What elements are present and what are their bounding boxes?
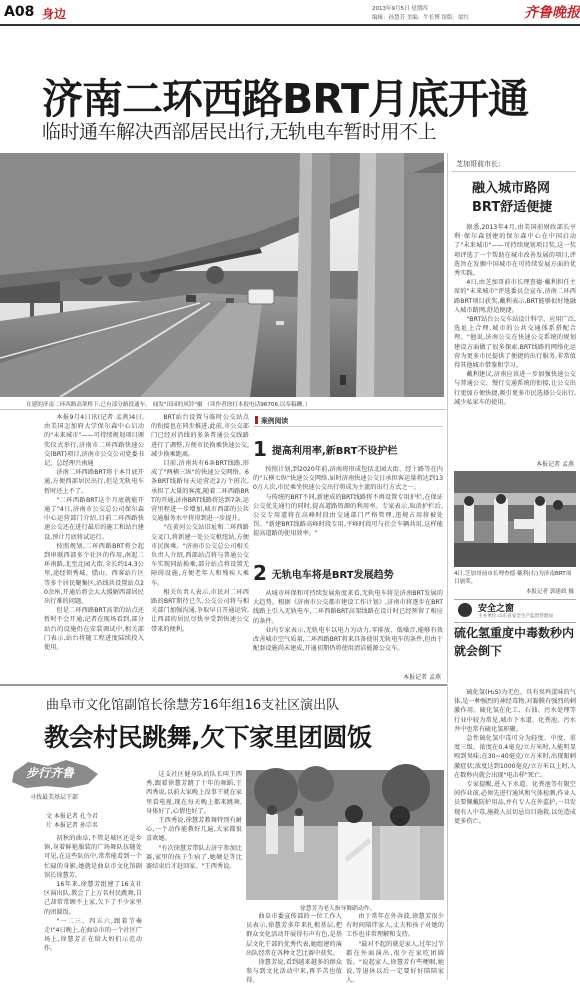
article2-para-2: 急性硫化氢中毒可分为轻度、中度、重度三级。浓度在0.4毫克/立方米时,人能明显嗅到臭味;在30~40毫克/立方米时,出现眼刺激症状;浓度达到1000毫克/立方米以上时,人在数秒内就会出现"电击样"死亡。 — [454, 735, 576, 779]
main-para-1: 本报9月4日讯(记者 孟燕)4日,由美国怎加府大学保尔森中心启动的"未来城市"——可持续规划项目颁奖仪式举行,济南市二环西路快速公交(BRT)项目,济南市公交公司党委书记、总经理兴南通 — [44, 414, 144, 468]
sidebar-body — [454, 223, 576, 457]
dance-photo — [246, 770, 444, 900]
case-box-label-text: 案例阅读 — [261, 417, 289, 425]
story-col2-para-3: "有次徐慧芳带队去济宁参加比赛,家里的孩子生病了,她硬是等比赛结束后才赶回家。"王西秀说。 — [146, 844, 242, 871]
sidebar-kicker: 芝加哥前市长: — [456, 160, 501, 168]
case-point-1-para-2: 与传统的BRT不同,新建成的BRT线路将不再设置专用护栏,在保证公交优先通行的同时,提高道路资源的利用率。专家表示,取消护栏后,公交专用道将在高峰时段由交通部门严格管理,违规占用将被处罚。"新建BRT线路高峰时段专用,平峰时段可与社会车辆共用,这样能提高道路的使用效率。" — [253, 493, 443, 538]
story-col4-para-2: "最对不起的就是家人,过年过节都在外面演出,很少在家吃团圆饭。"说起家人,徐慧芳有些哽咽,她说,等退休以后一定要好好陪陪家人。 — [346, 940, 444, 985]
main-para-3: "二环西路BRT这个月底就能开通了"4日,济南市公交总公司保尔森中心运营部门介绍,目前二环西路快速公交还在进行最后的施工和站台建设,预计月底将试运行。 — [44, 496, 144, 541]
article2-body — [454, 688, 576, 974]
story-kicker: 曲阜市文化馆副馆长徐慧芳16年组16支社区演出队 — [46, 698, 340, 713]
section-name: 身边 — [42, 7, 67, 21]
main-para-2: 济南二环西路BRT将于本月底开通,方便西部居民出行,但是无轨电车暂时还上不了。 — [44, 469, 144, 495]
bridge-photo-image — [0, 153, 444, 397]
case-box-rule — [253, 426, 443, 427]
story-col-2 — [146, 770, 242, 976]
story-col1-para-3: "一二三、四五六,跟着节奏走!"4日晚上,在曲阜市的一个社区广场上,徐慧芳正在给大妈们示范动作。 — [44, 917, 142, 953]
case-point-2-body — [253, 589, 443, 672]
paper-logo: 齐鲁晚报 — [524, 5, 580, 21]
safety-title: 安全之窗 — [478, 604, 515, 614]
story-title: 教会村民跳舞,欠下家里团圆饭 — [44, 723, 372, 752]
lower-sidebar-divider — [447, 684, 448, 980]
safety-window — [454, 599, 576, 623]
sidebar-para-3: "BRT站台公交车站设计科学、应用广泛,选址上合理,城市的公共交通体系搭配合理。"他说,济南公交在快速公交系统的规划建设方面做了很多探索,BRT线路的网络化运营为更多市民提供了便捷的出行服务,非常值得其他城市借鉴和学习。 — [454, 316, 576, 370]
divider-below-photo — [0, 409, 446, 410]
story-col4-para-1: 由于常年在外奔波,徐慧芳很少有时间陪伴家人,丈夫和孩子对她的工作也非常理解和支持。 — [346, 913, 444, 939]
case-point-1 — [253, 437, 397, 461]
safety-logo-icon — [458, 603, 472, 617]
story-col1-para-2: 16年来,徐慧芳组建了16支社区演出队,教会了上万名村民跳舞,自己却常常顾不上家,欠下了不少家里的团圆饭。 — [44, 881, 142, 916]
case-point-2 — [253, 561, 394, 585]
sidebar-title: 融入城市路网BRT舒适便捷 — [472, 181, 553, 215]
sidebar-para-2: 4日,由芝加哥前市长理查德·戴利担任主席的"未来城市"评选委员会宣布,济南二环西路BRT项目获奖,戴利表示,BRT能够很好地融入城市路网,舒适便捷。 — [454, 279, 576, 314]
article2-para-3: 专家提醒,进入下水道、化粪池等有限空间作业前,必须先进行通风和气体检测,作业人员要佩戴防护用品,并有专人在外监护,一旦发现有人中毒,施救人员切忌盲目施救,以免造成更多伤亡。 — [454, 781, 576, 825]
case-point-2-para-1: 从城市环保和可持续发展角度来看,无轨电车将是济南BRT发展的大趋势。根据《济南市公交都市建设工作计划》,济南市将逐步在BRT线路上引入无轨电车,二环西路BRT高架线路在设计时已经预留了相应的条件。 — [253, 590, 443, 625]
page-number: A08 — [4, 4, 35, 20]
story-col2-para-2: 王西秀说,徐慧芳教舞特别有耐心,一个动作能教好几遍,大家都很喜欢她。 — [146, 817, 242, 843]
case-box-reporter: 本报记者 孟燕 — [403, 674, 441, 681]
sidebar-divider — [447, 153, 448, 683]
case-point-2-number: 2 — [253, 561, 267, 585]
case-box — [253, 413, 443, 681]
middle-para-3: "在黄河公交站旧址和二环西路交叉口,将新建一处公交枢纽站,方便市民换乘。"济南市公交总公司相关负责人介绍,西部站点将与普通公交车实现同站换乘,部分站点将设置无障碍设施,方便老年人和残疾人乘车。 — [151, 524, 249, 587]
story-col1-para-1: 初秋的曲阜,不管是城区还是乡镇,身着鲜艳服装的广场舞队伍随处可见,在这些队伍中,常常能看到一个忙碌的身影,她就是曲阜市文化馆副馆长徐慧芳。 — [44, 835, 142, 879]
award-photo — [454, 471, 576, 567]
case-point-1-para-1: 按照计划,到2020年前,济南将形成包括北园大街、经十路等在内的"五横七纵"快速公交网络,届时济南快速公交日承担客运量将达到130万人次,市民乘坐快速公交出行将成为主流的出行方式之一。 — [253, 466, 443, 492]
sidebar-para-1: 据悉,2013年4月,由美国前财政部长亨利·保尔森创建的保尔森中心在中国启动了"未来城市"——可持续规划项目奖,这一奖项评选了一个帮助在城市改善发展的项目,评选旨在发掘中国城市在可持续发展方面的优秀实践。 — [454, 224, 576, 278]
sidebar-kicker-rule — [452, 171, 576, 172]
sidebar-reporter: 本报记者 孟燕 — [536, 461, 574, 468]
article2-title: 硫化氢重度中毒数秒内就会倒下 — [454, 626, 575, 658]
main-para-5: 但是二环西路BRT高架的站点还暂时不会开通,记者在现场看到,部分站台的设施仍在安装调试中,相关部门表示,站台将随工程进度陆续投入使用。 — [44, 607, 144, 652]
sidebar-para-4: 戴利建议,济南应该进一步加强快速公交与普通公交、慢行交通系统的衔接,让公交出行更加方便快捷,吸引更多市民选择公交出行,减少私家车的使用。 — [454, 371, 576, 406]
case-box-label — [255, 415, 288, 425]
article2-para-1: 硫化氢(H₂S)为无色、具有臭鸡蛋味的气体,是一种强烈的神经毒物,对黏膜有强烈的刺激作用。硫化氢在化工、石油、污水处理等行业中较为常见,城市下水道、化粪池、污水井中也常有硫化氢积聚。 — [454, 689, 576, 733]
main-article-col — [44, 413, 144, 678]
story-byline: 文 本报记者 孔令君 片 本报记者 孙宗名 — [46, 813, 98, 829]
editors-line: 编辑：孙慧芳 美编：牛长博 组版：梁红 — [372, 15, 469, 21]
story-col-4 — [346, 912, 444, 985]
subheadline: 临时通车解决西部居民出行,无轨电车暂时用不上 — [42, 121, 437, 143]
story-col-3 — [246, 912, 342, 985]
middle-para-1: BRT站台设置与临时公交站点的衔接也在同步推进,此前,市公交部门已经对沿线的多条普通公交线路进行了调整,方便市民换乘快速公交,减少换乘距离。 — [151, 414, 249, 458]
award-photo-caption: 4日,芝加哥前市长理查德·戴利(右)为济南BRT项目颁奖。 — [454, 571, 572, 585]
middle-para-4: 相关负责人表示,市民对二环西路的BRT期待已久,公交公司将与相关部门加强沟通,争取早日开通运营,让西部的居民尽快享受到快速公交带来的便利。 — [151, 588, 249, 633]
middle-article-col — [151, 413, 249, 678]
page-header — [0, 0, 580, 26]
column-logo-text: 步行齐鲁 — [26, 766, 75, 780]
dance-photo-caption: 徐慧芳为老人指导舞蹈动作。 — [300, 906, 376, 912]
award-photo-image — [454, 471, 576, 567]
header-rule — [0, 24, 580, 26]
award-photo-credit: 本报记者 郭建政 摄 — [525, 589, 574, 595]
story-col2-para-1: 这支社区健身队的队长叫王西秀,跟着徐慧芳跳了十年的舞蹈,王西秀说,以前大家晚上没事干就在家里看电视,现在每天晚上都来跳舞,身体好了,心情也好了。 — [146, 771, 242, 815]
story-col-1 — [44, 834, 142, 976]
sidebar — [452, 153, 578, 683]
case-point-1-number: 1 — [253, 437, 267, 461]
story-col3-para-2: 徐慧芳说,看到越来越多的群众参与到文化活动中来,再辛苦也值得。 — [246, 959, 342, 985]
case-point-2-para-2: 业内专家表示,无轨电车以电力为动力,零排放、低噪音,能够有效改善城市空气质量,二环西路BRT将来具备使用无轨电车的条件,但由于配套设施尚未建成,开通初期仍将使用清洁能源公交车。 — [253, 626, 443, 653]
column-logo — [8, 758, 102, 808]
story-divider — [0, 684, 448, 686]
case-point-1-body — [253, 465, 443, 557]
case-point-1-title: 提高利用率,新BRT不设护栏 — [271, 445, 398, 457]
case-point-2-title: 无轨电车将是BRT发展趋势 — [271, 569, 394, 581]
case-box-mark-icon — [255, 416, 258, 424]
headline: 济南二环西路BRT月底开通 — [42, 75, 528, 123]
main-para-4: 按照规划,二环西路BRT将会起到串联西部多个社区的作用,南起二环南路,北至北园大街,全长约14.3公里,途经领秀城、腊山、西客站片区等多个居民聚集区,沿线共设置站点20余座,开通后将会大大缓解西部居民出行难的问题。 — [44, 542, 144, 606]
date-line: 2013年9月5日 星期四 — [372, 6, 428, 12]
bridge-photo — [0, 153, 444, 397]
column-logo-sub: 寻找最美基层干部 — [30, 794, 79, 801]
photo-caption: 在建的济南二环西路高架桥下,已有部分路段通车。 闻发"田园的风铃"摄 （读作者徐打本报电话96706,以奉稿酬。） — [26, 402, 311, 408]
safety-sub: 主办单位:山东省安全生产监督管理局 — [478, 614, 554, 619]
middle-para-2: 目前,济南共有6条BRT线路,形成了"两横三纵"的快速公交网络。6条BRT线路每天运营近2万个班次,承担了大量的客流,随着二环西路BRT的开通,济南BRT线路将达到7条,运营里程进一步增加,城市西部的公共交通服务水平将得到进一步提升。 — [151, 460, 249, 523]
story-col3-para-1: 曲阜市委宣传部的一位工作人员表示,徐慧芳多年来扎根基层,把群众文化活动开展得有声有色,是基层文化干部的优秀代表,她组建的演出队经常在各种文艺比赛中获奖。 — [246, 913, 342, 957]
dance-photo-image — [246, 770, 444, 900]
